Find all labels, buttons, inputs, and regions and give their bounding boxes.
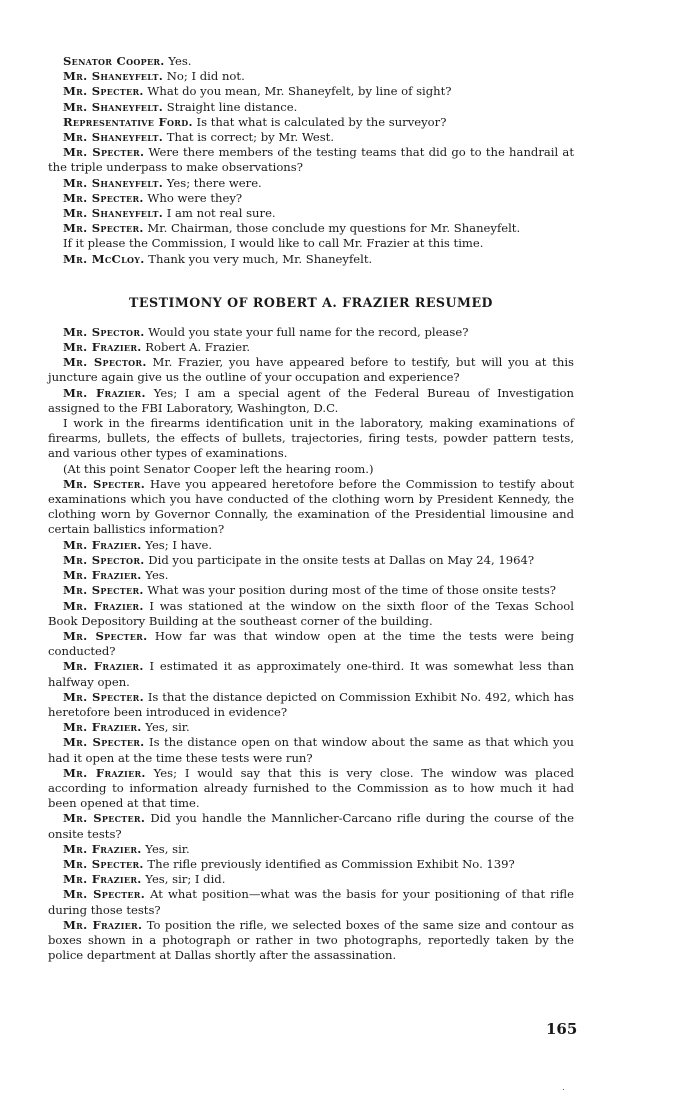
paragraph — [48, 130, 574, 145]
paragraph — [48, 221, 574, 236]
paragraph — [48, 735, 574, 765]
paragraph — [48, 811, 574, 841]
paragraph-text: Yes, sir. — [141, 841, 190, 856]
speaker-name: Mr. Frazier. — [63, 340, 142, 355]
paragraph-text: (At this point Senator Cooper left the hearing room.) — [63, 461, 374, 476]
speaker-name: Mr. Frazier. — [63, 568, 142, 583]
paragraph — [48, 568, 574, 583]
paragraph-text: If it please the Commission, I would like to call Mr. Frazier at this time. — [63, 236, 484, 251]
speaker-name: Mr. Spector. — [63, 324, 145, 339]
paragraph-text: Yes, sir; I did. — [141, 872, 226, 887]
paragraph — [48, 918, 574, 964]
paragraph — [48, 206, 574, 221]
paragraph — [48, 599, 574, 629]
paragraph-text: Mr. Chairman, those conclude my questions for Mr. Shaneyfelt. — [143, 221, 521, 236]
paragraph-text: I work in the firearms identification unit in the laboratory, making examinations of firearms, bullets, the effects of bullets, trajectories, firing tests, powder pattern tests, and various other types of examinations. — [48, 416, 574, 461]
paragraph-text: I estimated it as approximately one-third. It was somewhat less than halfway open. — [48, 659, 574, 689]
speaker-name: Mr. Shaneyfelt. — [63, 99, 164, 114]
speaker-name: Mr. Shaneyfelt. — [63, 206, 164, 221]
paragraph — [48, 659, 574, 689]
paragraph-text: No; I did not. — [163, 69, 245, 84]
speaker-name: Mr. Shaneyfelt. — [63, 175, 164, 190]
speaker-name: Mr. Spector. — [63, 355, 147, 370]
paragraph — [48, 145, 574, 175]
paragraph — [48, 386, 574, 416]
paragraph — [48, 887, 574, 917]
paragraph — [48, 100, 574, 115]
paragraph-text: At what position—what was the basis for your positioning of that rifle during those tests? — [48, 887, 574, 917]
speaker-name: Mr. Frazier. — [63, 537, 142, 552]
page-number: 165 — [546, 1020, 578, 1038]
paragraph-text: Yes. — [164, 54, 192, 68]
paragraph — [48, 553, 574, 568]
paragraph-text: Yes; I have. — [141, 537, 213, 552]
speaker-name: Mr. Specter. — [63, 190, 144, 205]
paragraph-text: What was your position during most of the time of those onsite tests? — [143, 583, 557, 598]
paragraph-text: Straight line distance. — [163, 99, 298, 114]
paragraph — [48, 583, 574, 598]
paragraph — [48, 340, 574, 355]
paragraph-text: Who were they? — [143, 190, 243, 205]
paragraph-text: I am not real sure. — [163, 206, 276, 221]
paragraph-text: Is that the distance depicted on Commission Exhibit No. 492, which has heretofore been introduced in evidence? — [48, 689, 574, 719]
paragraph — [48, 872, 574, 887]
speaker-name: Mr. McCloy. — [63, 251, 145, 266]
speaker-name: Senator Cooper. — [63, 54, 165, 68]
paragraph-text: Yes. — [141, 568, 169, 583]
paragraph-text: Yes; there were. — [163, 175, 262, 190]
speaker-name: Mr. Frazier. — [63, 598, 144, 613]
speaker-name: Mr. Specter. — [63, 735, 145, 750]
paragraph-text: Did you handle the Mannlicher-Carcano rifle during the course of the onsite tests? — [48, 811, 574, 841]
section-frazier-testimony — [48, 325, 574, 964]
paragraph-text: The rifle previously identified as Commission Exhibit No. 139? — [143, 856, 515, 871]
speaker-name: Mr. Frazier. — [63, 720, 142, 735]
speaker-name: Mr. Specter. — [63, 887, 146, 902]
speaker-name: Mr. Specter. — [63, 145, 145, 160]
speaker-name: Mr. Specter. — [63, 689, 144, 704]
speaker-name: Representative Ford. — [63, 114, 193, 129]
section-heading: TESTIMONY OF ROBERT A. FRAZIER RESUMED — [129, 294, 493, 310]
paragraph-text: What do you mean, Mr. Shaneyfelt, by line of sight? — [143, 84, 452, 99]
paragraph-text: Is that what is calculated by the surveyor? — [192, 114, 447, 129]
paragraph — [48, 176, 574, 191]
speaker-name: Mr. Specter. — [63, 84, 144, 99]
speaker-name: Mr. Specter. — [63, 811, 146, 826]
section-shaneyfelt-testimony — [48, 54, 574, 267]
paragraph-text: Were there members of the testing teams that did go to the handrail at the triple underpass to make observations? — [48, 145, 574, 175]
speaker-name: Mr. Specter. — [63, 628, 148, 643]
paragraph-text: To position the rifle, we selected boxes of the same size and contour as boxes shown in a photograph or rather in two photographs, reportedly taken by the police department at Dallas shortly after the assassination. — [48, 917, 575, 963]
paragraph-text: Yes; I would say that this is very close. The window was placed according to information already furnished to the Commission as to how much it had been opened at that time. — [48, 765, 574, 811]
paragraph — [48, 857, 574, 872]
paragraph — [48, 115, 574, 130]
paragraph — [48, 842, 574, 857]
paragraph — [48, 236, 574, 251]
speaker-name: Mr. Frazier. — [63, 872, 142, 887]
paragraph-text: Thank you very much, Mr. Shaneyfelt. — [144, 251, 373, 266]
speaker-name: Mr. Frazier. — [63, 917, 143, 932]
paragraph-text: Did you participate in the onsite tests at Dallas on May 24, 1964? — [144, 552, 535, 567]
speaker-name: Mr. Shaneyfelt. — [63, 130, 164, 145]
paragraph-text: Yes; I am a special agent of the Federal Bureau of Investigation assigned to the FBI Laboratory, Washington, D.C. — [48, 385, 574, 415]
paragraph — [48, 477, 574, 538]
paragraph-text: Yes, sir. — [141, 720, 190, 735]
paragraph — [48, 462, 574, 477]
paragraph — [48, 252, 574, 267]
scan-speck — [563, 1089, 564, 1090]
paragraph-text: Robert A. Frazier. — [141, 340, 251, 355]
paragraph-text: Have you appeared heretofore before the Commission to testify about examinations which you have conducted of the clothing worn by President Kennedy, the clothing worn by Governor Connally, the examination of the Presidential limousine and certain ballistics information? — [48, 476, 574, 537]
paragraph — [48, 69, 574, 84]
paragraph-text: I was stationed at the window on the sixth floor of the Texas School Book Depository Building at the southeast corner of the building. — [48, 598, 574, 628]
paragraph — [48, 720, 574, 735]
speaker-name: Mr. Specter. — [63, 583, 144, 598]
speaker-name: Mr. Frazier. — [63, 841, 142, 856]
paragraph — [48, 191, 574, 206]
paragraph-text: Is the distance open on that window about the same as that which you had it open at the time these tests were run? — [48, 735, 575, 765]
speaker-name: Mr. Specter. — [63, 476, 146, 491]
paragraph — [48, 629, 574, 659]
speaker-name: Mr. Shaneyfelt. — [63, 69, 164, 84]
paragraph — [48, 766, 574, 812]
speaker-name: Mr. Specter. — [63, 221, 144, 236]
paragraph-text: That is correct; by Mr. West. — [163, 130, 335, 145]
paragraph-text: How far was that window open at the time the tests were being conducted? — [48, 628, 575, 659]
speaker-name: Mr. Specter. — [63, 856, 144, 871]
paragraph — [48, 416, 574, 462]
speaker-name: Mr. Frazier. — [63, 385, 146, 400]
speaker-name: Mr. Frazier. — [63, 765, 146, 780]
paragraph — [48, 84, 574, 99]
document-page — [48, 54, 574, 963]
paragraph — [48, 54, 574, 69]
paragraph — [48, 355, 574, 385]
paragraph — [48, 325, 574, 340]
speaker-name: Mr. Spector. — [63, 552, 145, 567]
speaker-name: Mr. Frazier. — [63, 659, 144, 674]
paragraph-text: Mr. Frazier, you have appeared before to testify, but will you at this juncture again give us the outline of your occupation and experience? — [48, 355, 574, 385]
paragraph — [48, 690, 574, 720]
paragraph-text: Would you state your full name for the record, please? — [144, 324, 469, 339]
paragraph — [48, 538, 574, 553]
